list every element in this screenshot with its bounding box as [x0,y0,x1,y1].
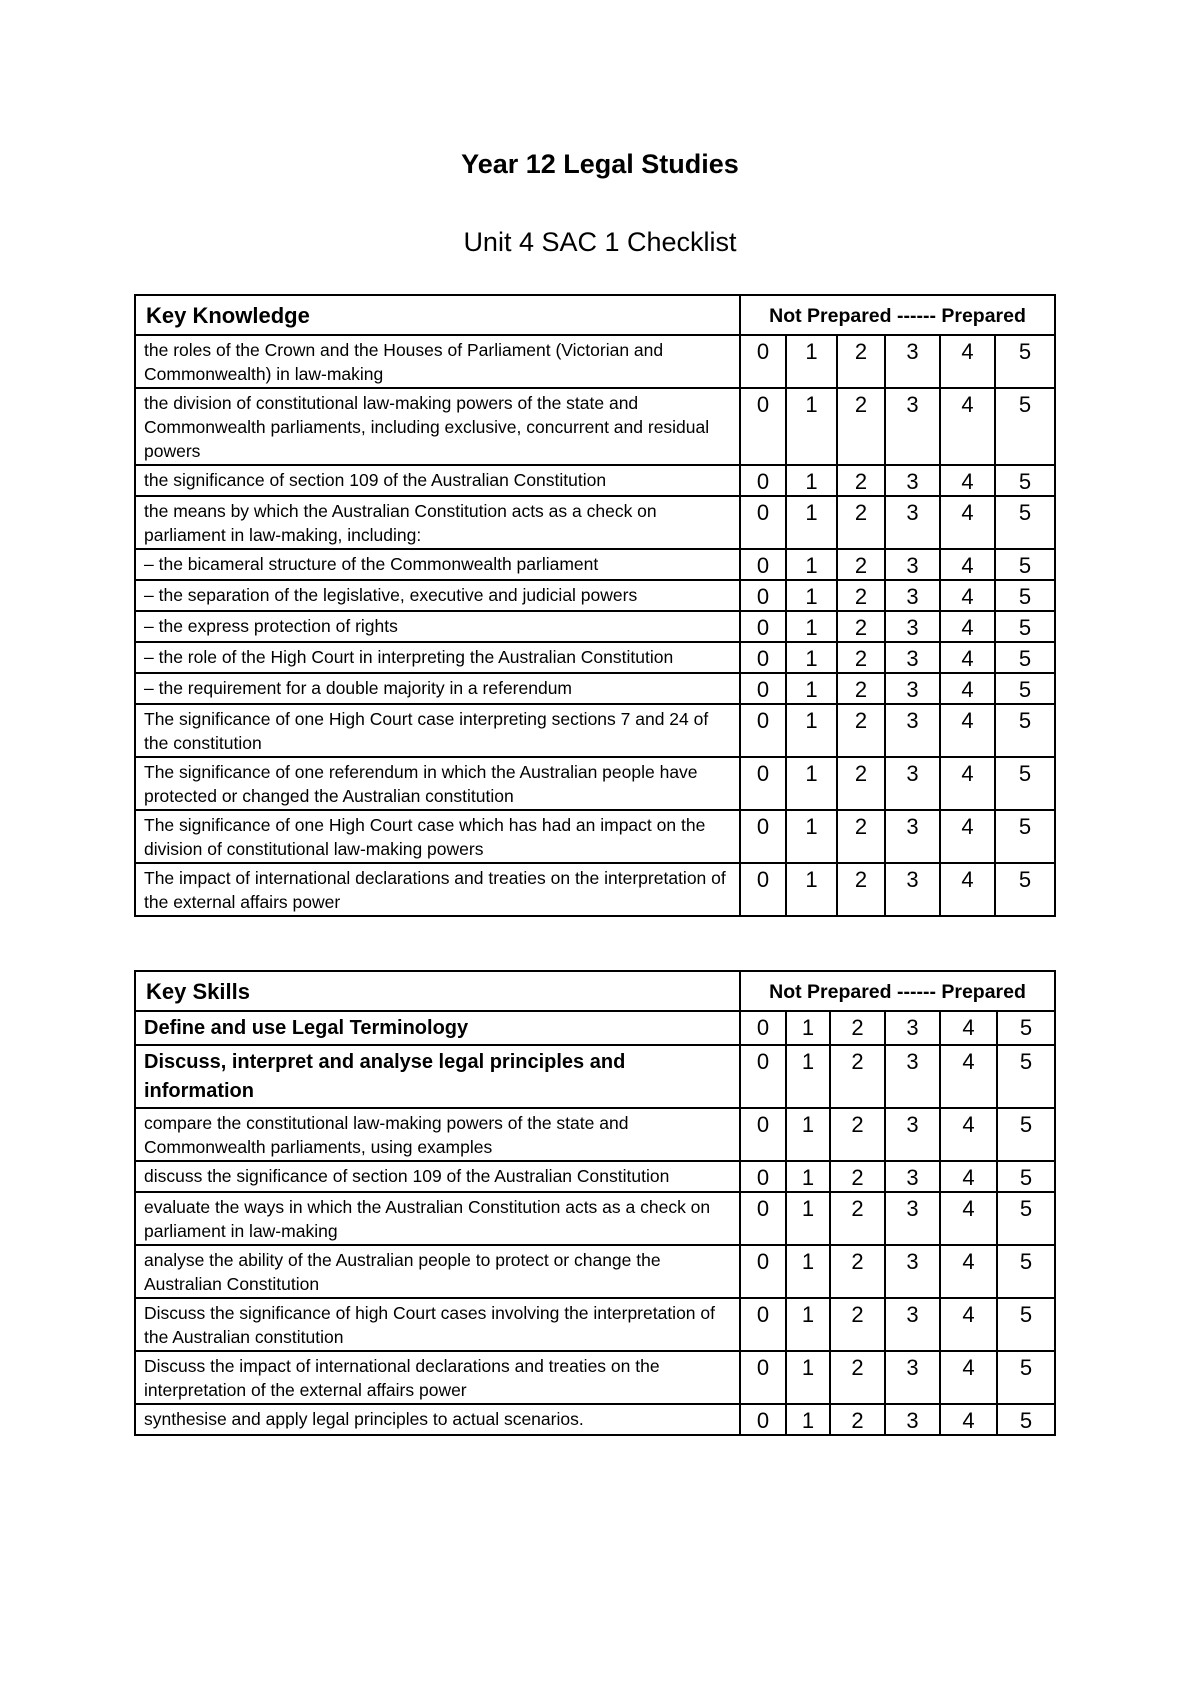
score-option-3[interactable]: 3 [885,757,940,810]
key-skills-row-text: synthesise and apply legal principles to actual scenarios. [135,1404,740,1435]
key-skills-table [134,970,1056,1436]
score-option-5[interactable]: 5 [995,810,1055,863]
score-option-3[interactable]: 3 [885,1011,940,1045]
score-option-3[interactable]: 3 [885,388,940,465]
score-option-4[interactable]: 4 [940,388,995,465]
score-option-0[interactable]: 0 [740,1298,786,1351]
score-option-2[interactable]: 2 [830,1161,885,1192]
score-option-0[interactable]: 0 [740,496,786,549]
score-option-5[interactable]: 5 [995,757,1055,810]
score-option-1[interactable]: 1 [786,1192,830,1245]
score-option-3[interactable]: 3 [885,1404,940,1435]
key-skills-row [135,1351,1055,1404]
score-option-2[interactable]: 2 [837,580,885,611]
key-knowledge-row-text: The significance of one High Court case which has had an impact on the division of constitutional law-making powers [135,810,740,863]
score-option-2[interactable]: 2 [830,1192,885,1245]
key-skills-row-text: compare the constitutional law-making powers of the state and Commonwealth parliaments, using examples [135,1108,740,1161]
score-option-1[interactable]: 1 [786,335,837,388]
score-option-5[interactable]: 5 [997,1161,1055,1192]
score-option-1[interactable]: 1 [786,496,837,549]
key-skills-row-text: Discuss the significance of high Court cases involving the interpretation of the Australian constitution [135,1298,740,1351]
score-option-4[interactable]: 4 [940,757,995,810]
score-option-5[interactable]: 5 [997,1245,1055,1298]
score-option-3[interactable]: 3 [885,496,940,549]
score-option-5[interactable]: 5 [995,335,1055,388]
score-option-4[interactable]: 4 [940,1245,997,1298]
score-option-5[interactable]: 5 [995,580,1055,611]
score-option-5[interactable]: 5 [997,1011,1055,1045]
score-option-2[interactable]: 2 [830,1245,885,1298]
key-knowledge-rows [135,335,1055,916]
key-knowledge-row-text: The significance of one referendum in which the Australian people have protected or changed the Australian constitution [135,757,740,810]
score-option-4[interactable]: 4 [940,704,995,757]
score-option-1[interactable]: 1 [786,1245,830,1298]
score-option-3[interactable]: 3 [885,642,940,673]
key-skills-heading: Key Skills [135,971,740,1011]
score-option-4[interactable]: 4 [940,1108,997,1161]
score-option-0[interactable]: 0 [740,335,786,388]
key-knowledge-row [135,496,1055,549]
score-option-4[interactable]: 4 [940,1011,997,1045]
key-skills-row [135,1108,1055,1161]
score-option-0[interactable]: 0 [740,580,786,611]
key-skills-row [135,1192,1055,1245]
score-option-1[interactable]: 1 [786,642,837,673]
score-option-2[interactable]: 2 [837,611,885,642]
key-knowledge-row-text: – the role of the High Court in interpreting the Australian Constitution [135,642,740,673]
score-option-0[interactable]: 0 [740,757,786,810]
score-option-4[interactable]: 4 [940,335,995,388]
score-option-3[interactable]: 3 [885,1108,940,1161]
score-option-5[interactable]: 5 [995,388,1055,465]
score-option-1[interactable]: 1 [786,388,837,465]
score-option-2[interactable]: 2 [837,642,885,673]
score-option-1[interactable]: 1 [786,611,837,642]
score-option-0[interactable]: 0 [740,549,786,580]
score-option-4[interactable]: 4 [940,642,995,673]
score-option-1[interactable]: 1 [786,580,837,611]
score-option-1[interactable]: 1 [786,810,837,863]
score-option-4[interactable]: 4 [940,1404,997,1435]
key-knowledge-row-text: The impact of international declarations and treaties on the interpretation of the external affairs power [135,863,740,916]
key-knowledge-scale-label: Not Prepared ------ Prepared [740,295,1055,335]
score-option-4[interactable]: 4 [940,1045,997,1108]
score-option-3[interactable]: 3 [885,1045,940,1108]
key-skills-row [135,1404,1055,1435]
score-option-2[interactable]: 2 [830,1045,885,1108]
score-option-2[interactable]: 2 [837,704,885,757]
key-knowledge-row [135,465,1055,496]
score-option-3[interactable]: 3 [885,704,940,757]
score-option-2[interactable]: 2 [837,757,885,810]
score-option-0[interactable]: 0 [740,388,786,465]
key-knowledge-row-text: – the requirement for a double majority in a referendum [135,673,740,704]
score-option-2[interactable]: 2 [830,1011,885,1045]
score-option-2[interactable]: 2 [830,1108,885,1161]
score-option-5[interactable]: 5 [995,673,1055,704]
score-option-1[interactable]: 1 [786,863,837,916]
score-option-0[interactable]: 0 [740,673,786,704]
score-option-0[interactable]: 0 [740,1351,786,1404]
score-option-1[interactable]: 1 [786,1011,830,1045]
key-knowledge-row-text: – the express protection of rights [135,611,740,642]
key-knowledge-row [135,810,1055,863]
key-knowledge-row [135,611,1055,642]
score-option-1[interactable]: 1 [786,757,837,810]
score-option-0[interactable]: 0 [740,810,786,863]
key-knowledge-row [135,642,1055,673]
score-option-2[interactable]: 2 [830,1404,885,1435]
key-skills-row-text: Discuss, interpret and analyse legal principles and information [135,1045,740,1108]
key-skills-row-text: evaluate the ways in which the Australian Constitution acts as a check on parliament in law-making [135,1192,740,1245]
score-option-5[interactable]: 5 [997,1351,1055,1404]
score-option-2[interactable]: 2 [837,810,885,863]
score-option-4[interactable]: 4 [940,810,995,863]
score-option-4[interactable]: 4 [940,1192,997,1245]
score-option-4[interactable]: 4 [940,496,995,549]
score-option-3[interactable]: 3 [885,810,940,863]
key-knowledge-row [135,673,1055,704]
score-option-1[interactable]: 1 [786,1404,830,1435]
score-option-5[interactable]: 5 [997,1404,1055,1435]
score-option-3[interactable]: 3 [885,673,940,704]
score-option-0[interactable]: 0 [740,1161,786,1192]
score-option-5[interactable]: 5 [997,1298,1055,1351]
key-knowledge-row-text: The significance of one High Court case interpreting sections 7 and 24 of the constitution [135,704,740,757]
score-option-2[interactable]: 2 [837,388,885,465]
score-option-2[interactable]: 2 [830,1351,885,1404]
key-skills-row-text: Define and use Legal Terminology [135,1011,740,1045]
score-option-5[interactable]: 5 [997,1192,1055,1245]
score-option-4[interactable]: 4 [940,1351,997,1404]
score-option-2[interactable]: 2 [837,496,885,549]
key-skills-scale-label: Not Prepared ------ Prepared [740,971,1055,1011]
score-option-2[interactable]: 2 [837,863,885,916]
key-knowledge-row [135,549,1055,580]
key-knowledge-row [135,704,1055,757]
score-option-1[interactable]: 1 [786,549,837,580]
score-option-0[interactable]: 0 [740,1192,786,1245]
score-option-5[interactable]: 5 [995,496,1055,549]
score-option-0[interactable]: 0 [740,1108,786,1161]
key-skills-row [135,1045,1055,1108]
score-option-0[interactable]: 0 [740,1245,786,1298]
key-knowledge-table [134,294,1056,917]
score-option-3[interactable]: 3 [885,465,940,496]
score-option-3[interactable]: 3 [885,611,940,642]
score-option-2[interactable]: 2 [837,335,885,388]
score-option-1[interactable]: 1 [786,1161,830,1192]
key-skills-row-text: Discuss the impact of international declarations and treaties on the interpretation of the external affairs power [135,1351,740,1404]
key-knowledge-header-row [135,295,1055,335]
score-option-3[interactable]: 3 [885,863,940,916]
key-knowledge-row-text: the roles of the Crown and the Houses of Parliament (Victorian and Commonwealth) in law-making [135,335,740,388]
score-option-5[interactable]: 5 [995,704,1055,757]
score-option-5[interactable]: 5 [995,549,1055,580]
score-option-0[interactable]: 0 [740,642,786,673]
score-option-2[interactable]: 2 [837,465,885,496]
score-option-1[interactable]: 1 [786,1045,830,1108]
score-option-3[interactable]: 3 [885,335,940,388]
score-option-3[interactable]: 3 [885,549,940,580]
key-knowledge-row-text: the division of constitutional law-making powers of the state and Commonwealth parliaments, including exclusive, concurrent and residual powers [135,388,740,465]
score-option-1[interactable]: 1 [786,1351,830,1404]
score-option-4[interactable]: 4 [940,611,995,642]
score-option-0[interactable]: 0 [740,863,786,916]
key-knowledge-row [135,580,1055,611]
score-option-2[interactable]: 2 [837,549,885,580]
score-option-0[interactable]: 0 [740,1404,786,1435]
score-option-5[interactable]: 5 [995,465,1055,496]
score-option-3[interactable]: 3 [885,1192,940,1245]
score-option-0[interactable]: 0 [740,1011,786,1045]
score-option-0[interactable]: 0 [740,1045,786,1108]
score-option-1[interactable]: 1 [786,1108,830,1161]
key-knowledge-row [135,335,1055,388]
score-option-5[interactable]: 5 [997,1108,1055,1161]
key-skills-row [135,1161,1055,1192]
score-option-3[interactable]: 3 [885,1351,940,1404]
score-option-3[interactable]: 3 [885,1161,940,1192]
score-option-2[interactable]: 2 [837,673,885,704]
document-subtitle: Unit 4 SAC 1 Checklist [463,227,737,257]
key-knowledge-row-text: the significance of section 109 of the Australian Constitution [135,465,740,496]
key-skills-header-row [135,971,1055,1011]
score-option-3[interactable]: 3 [885,1245,940,1298]
score-option-1[interactable]: 1 [786,673,837,704]
score-option-3[interactable]: 3 [885,1298,940,1351]
score-option-0[interactable]: 0 [740,465,786,496]
key-skills-row [135,1011,1055,1045]
key-knowledge-row [135,757,1055,810]
key-skills-row-text: analyse the ability of the Australian people to protect or change the Australian Constitution [135,1245,740,1298]
score-option-5[interactable]: 5 [995,863,1055,916]
key-knowledge-row [135,388,1055,465]
key-knowledge-row-text: the means by which the Australian Constitution acts as a check on parliament in law-making, including: [135,496,740,549]
score-option-4[interactable]: 4 [940,673,995,704]
key-skills-row [135,1298,1055,1351]
score-option-4[interactable]: 4 [940,863,995,916]
score-option-3[interactable]: 3 [885,580,940,611]
score-option-4[interactable]: 4 [940,465,995,496]
key-knowledge-row-text: – the separation of the legislative, executive and judicial powers [135,580,740,611]
document-title: Year 12 Legal Studies [461,149,739,179]
score-option-2[interactable]: 2 [830,1298,885,1351]
score-option-1[interactable]: 1 [786,1298,830,1351]
score-option-4[interactable]: 4 [940,580,995,611]
key-skills-row-text: discuss the significance of section 109 of the Australian Constitution [135,1161,740,1192]
score-option-5[interactable]: 5 [995,642,1055,673]
key-knowledge-row [135,863,1055,916]
score-option-4[interactable]: 4 [940,1298,997,1351]
score-option-1[interactable]: 1 [786,704,837,757]
score-option-1[interactable]: 1 [786,465,837,496]
score-option-5[interactable]: 5 [995,611,1055,642]
score-option-0[interactable]: 0 [740,704,786,757]
score-option-5[interactable]: 5 [997,1045,1055,1108]
key-skills-rows [135,1011,1055,1435]
key-knowledge-row-text: – the bicameral structure of the Commonwealth parliament [135,549,740,580]
key-skills-row [135,1245,1055,1298]
score-option-0[interactable]: 0 [740,611,786,642]
score-option-4[interactable]: 4 [940,549,995,580]
score-option-4[interactable]: 4 [940,1161,997,1192]
key-knowledge-heading: Key Knowledge [135,295,740,335]
